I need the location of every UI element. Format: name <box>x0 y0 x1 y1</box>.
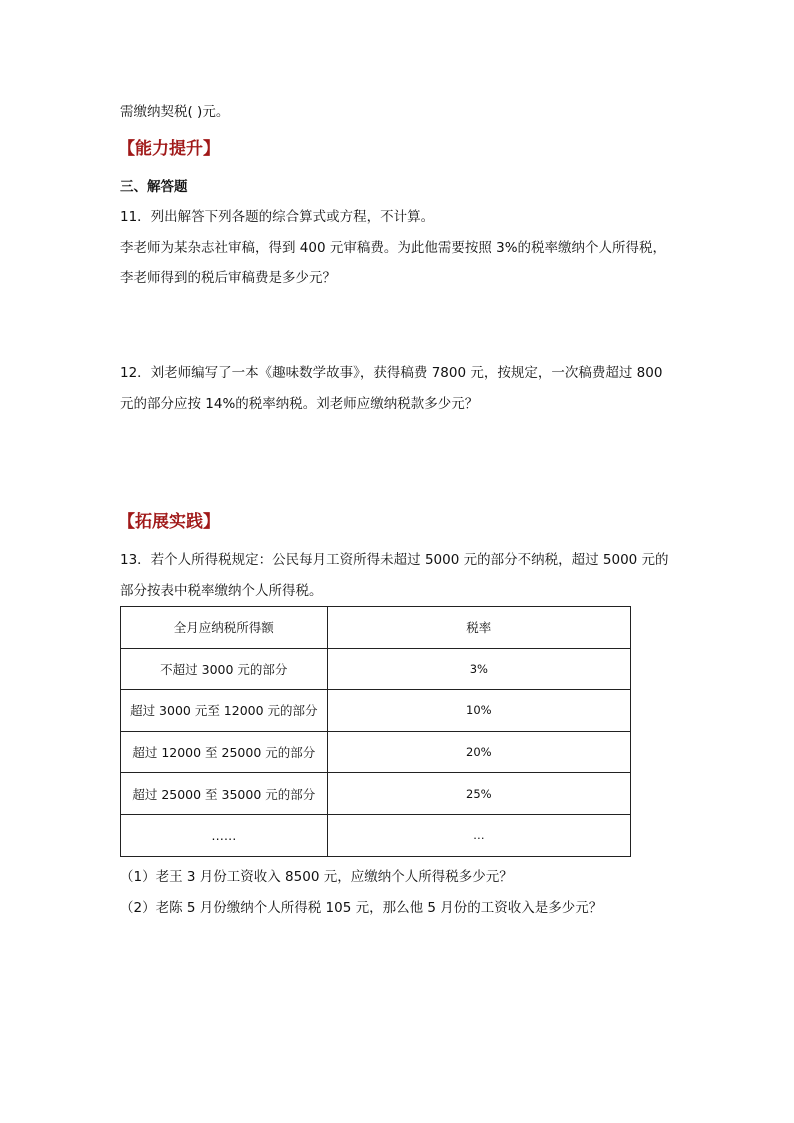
table-row <box>121 731 631 773</box>
section-expansion-practice: 【拓展实践】 <box>118 512 220 532</box>
question-13-text-line1: 13．若个人所得税规定：公民每月工资所得未超过 5000 元的部分不纳税，超过 5000 元的 <box>120 552 669 568</box>
table-header-row <box>121 607 631 649</box>
rate-cell: 20% <box>327 731 630 773</box>
question-11-text-line1: 李老师为某杂志社审稿，得到 400 元审稿费。为此他需要按照 3%的税率缴纳个人所得税， <box>120 240 667 256</box>
table-row <box>121 648 631 690</box>
income-range-cell: …… <box>121 814 328 856</box>
question-13-part-2: （2）老陈 5 月份缴纳个人所得税 105 元，那么他 5 月份的工资收入是多少元？ <box>120 900 603 916</box>
table-row <box>121 773 631 815</box>
part-three-heading: 三、解答题 <box>120 179 188 195</box>
header-tax-rate: 税率 <box>327 607 630 649</box>
question-11-instruction: 11．列出解答下列各题的综合算式或方程，不计算。 <box>120 209 435 225</box>
deed-tax-question-tail: 需缴纳契税( )元。 <box>120 104 230 120</box>
question-12-text-line2: 元的部分应按 14%的税率纳税。刘老师应缴纳税款多少元？ <box>120 396 479 412</box>
rate-cell: 25% <box>327 773 630 815</box>
question-11-text-line2: 李老师得到的税后审稿费是多少元？ <box>120 270 336 286</box>
question-12-text-line1: 12．刘老师编写了一本《趣味数学故事》，获得稿费 7800 元，按规定，一次稿费超过 800 <box>120 365 663 381</box>
question-13-text-line2: 部分按表中税率缴纳个人所得税。 <box>120 583 323 599</box>
income-range-cell: 超过 12000 至 25000 元的部分 <box>121 731 328 773</box>
table-row <box>121 814 631 856</box>
tax-rate-table <box>120 606 631 857</box>
question-13-part-1: （1）老王 3 月份工资收入 8500 元，应缴纳个人所得税多少元？ <box>120 869 513 885</box>
income-range-cell: 超过 3000 元至 12000 元的部分 <box>121 690 328 732</box>
header-taxable-income: 全月应纳税所得额 <box>121 607 328 649</box>
rate-cell: 3% <box>327 648 630 690</box>
section-ability-improvement: 【能力提升】 <box>118 139 220 159</box>
table-row <box>121 690 631 732</box>
income-range-cell: 不超过 3000 元的部分 <box>121 648 328 690</box>
rate-cell: … <box>327 814 630 856</box>
rate-cell: 10% <box>327 690 630 732</box>
income-range-cell: 超过 25000 至 35000 元的部分 <box>121 773 328 815</box>
